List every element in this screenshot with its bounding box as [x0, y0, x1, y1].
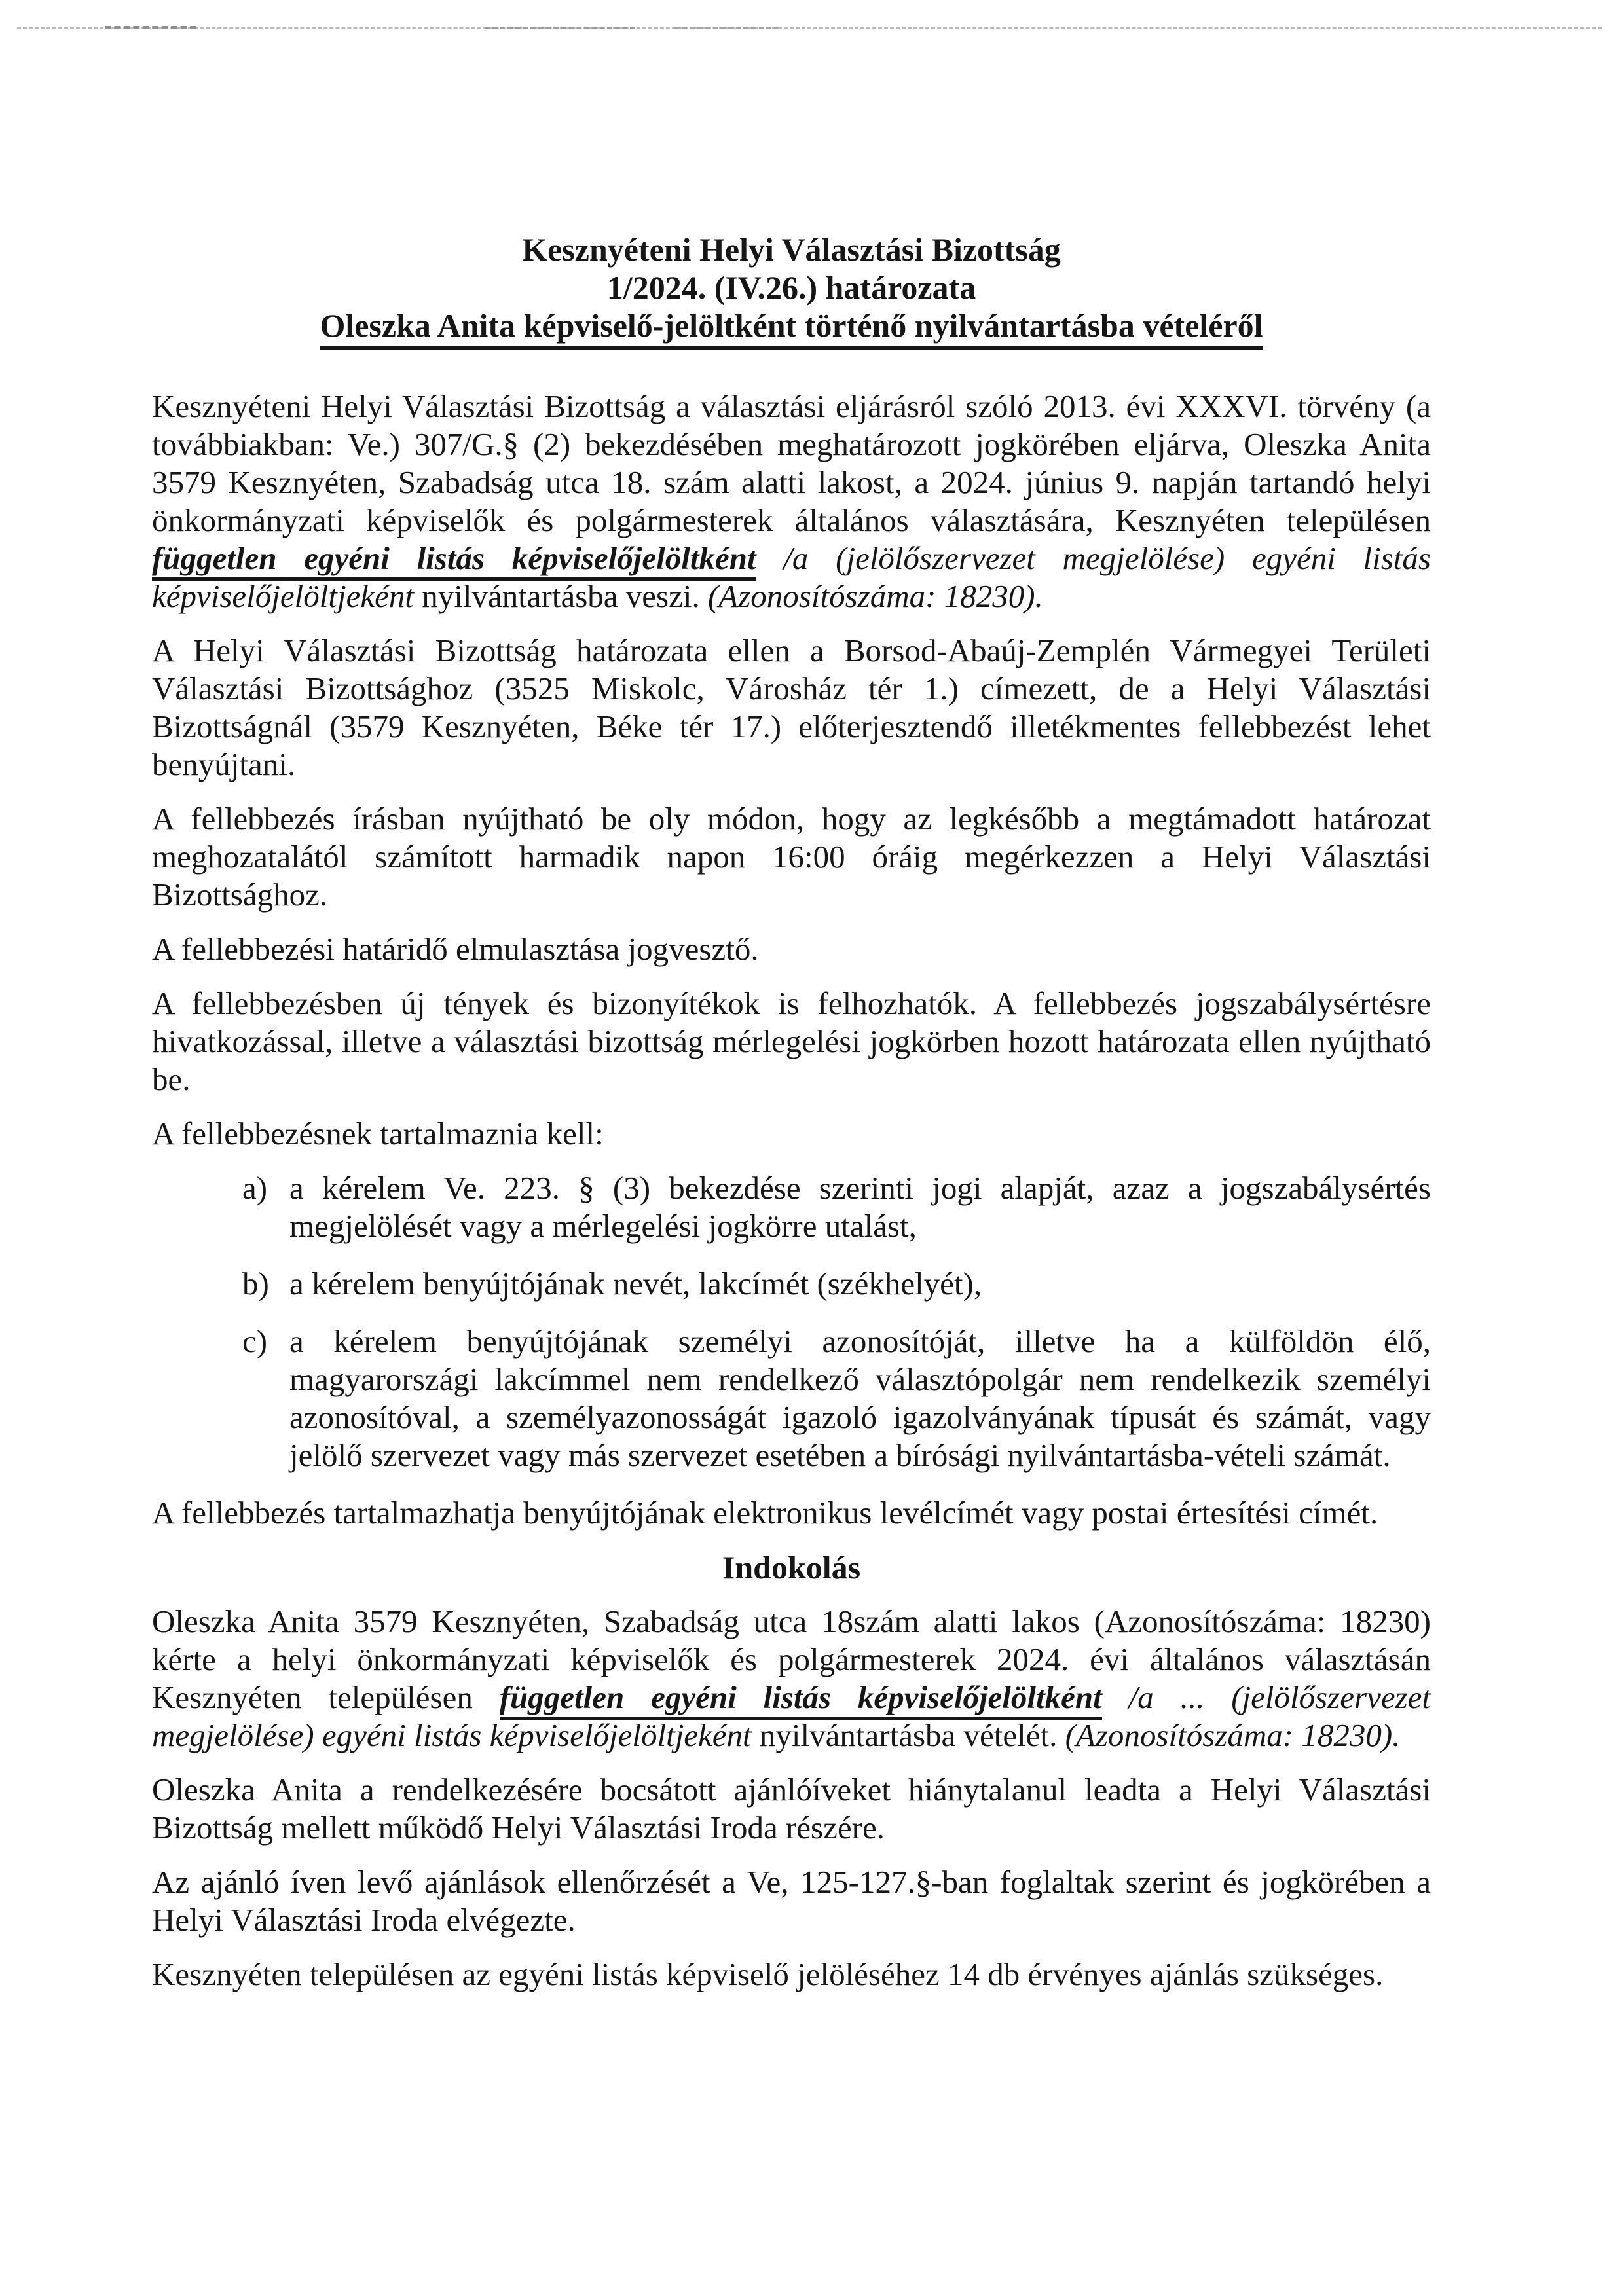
paragraph-appeal-grounds: A fellebbezésben új tények és bizonyítékok is felhozhatók. A fellebbezés jogszabálysértésre hivatkozással, illetve a választási bizottság mérlegelési jogkörben hozott határozata ellen nyújtható be. — [152, 985, 1431, 1097]
justification-text-lead: Oleszka Anita 3579 Kesznyéten, Szabadság utca 18szám alatti lakos (Azonosítószáma: 18230) kérte a helyi önkormányzati képviselők és polgármesterek 2024. évi általános választásán Kesznyéten településen — [152, 1603, 1431, 1715]
paragraph-verification: Az ajánló íven levő ajánlások ellenőrzését a Ve, 125-127.§-ban foglaltak szerint és jogkörében a Helyi Választási Iroda elvégezte. — [152, 1864, 1431, 1938]
document-title — [152, 230, 1431, 344]
paragraph-appeal-address: A Helyi Választási Bizottság határozata ellen a Borsod-Abaúj-Zemplén Vármegyei Területi Választási Bizottsághoz (3525 Miskolc, Városház tér 1.) címezett, de a Helyi Választási Bizottságnál (3579 Kesznyéten, Béke tér 17.) előterjesztendő illetékmentes fellebbezést lehet benyújtani. — [152, 632, 1431, 782]
list-text-a: a kérelem Ve. 223. § (3) bekezdése szerinti jogi alapját, azaz a jogszabálysértés megjelölését vagy a mérlegelési jogkörre utalást, — [289, 1170, 1431, 1244]
paragraph-appeal-contact-info: A fellebbezés tartalmazhatja benyújtójának elektronikus levélcímét vagy postai értesítési címét. — [152, 1495, 1378, 1531]
decision-candidate-type-emphasized: független egyéni listás képviselőjelöltként — [152, 540, 756, 581]
list-label-b: b) — [242, 1266, 269, 1302]
justification-id-number-italic: (Azonosítószáma: 18230). — [1065, 1717, 1401, 1753]
title-subject-underlined-text: Oleszka Anita képviselő-jelöltként történő nyilvántartásba vételéről — [320, 307, 1263, 350]
title-line-committee: Kesznyéteni Helyi Választási Bizottság — [522, 231, 1061, 268]
title-line-decision-number: 1/2024. (IV.26.) határozata — [606, 269, 976, 306]
decision-text-lead: Kesznyéteni Helyi Választási Bizottság a választási eljárásról szóló 2013. évi XXXVI. törvény (a továbbiakban: Ve.) 307/G.§ (2) bekezdésében meghatározott jogkörében eljárva, Oleszka Anita 3579 Kesznyéten, Szabadság utca 18. szám alatti lakost, a 2024. június 9. napján tartandó helyi önkormányzati képviselők és polgármesterek általános választására, Kesznyéten településen — [152, 388, 1431, 538]
justification-candidate-type-emphasized: független egyéni listás képviselőjelöltként — [500, 1679, 1102, 1720]
list-text-c: a kérelem benyújtójának személyi azonosítóját, illetve ha a külföldön élő, magyarországi lakcímmel nem rendelkező választópolgár nem rendelkezik személyi azonosítóval, a személyazonosságát igazoló igazolványának típusát és számát, vagy jelölő szervezet vagy más szervezet esetében a bírósági nyilvántartásba-vételi számát. — [289, 1323, 1431, 1473]
list-item-b — [152, 1265, 1431, 1303]
decision-id-number-italic: (Azonosítószáma: 18230). — [707, 578, 1043, 614]
paragraph-justification-request — [152, 1603, 1431, 1755]
paragraph-appeal-must-contain: A fellebbezésnek tartalmaznia kell: — [152, 1116, 604, 1152]
paragraph-decision — [152, 388, 1431, 615]
paragraph-sheets-submitted: Oleszka Anita a rendelkezésére bocsátott ajánlóíveket hiánytalanul leadta a Helyi Választási Bizottság mellett működő Helyi Választási Iroda részére. — [152, 1772, 1431, 1846]
scan-artifact-segment — [485, 27, 635, 29]
paragraph-deadline-forfeit: A fellebbezési határidő elmulasztása jogvesztő. — [152, 931, 759, 967]
scan-artifact-segment — [674, 27, 779, 29]
list-text-b: a kérelem benyújtójának nevét, lakcímét (székhelyét), — [289, 1266, 982, 1302]
decision-text-registers: nyilvántartásba veszi. — [422, 578, 708, 614]
paragraph-required-endorsements: Kesznyéten településen az egyéni listás képviselő jelöléséhez 14 db érvényes ajánlás szükséges. — [152, 1956, 1384, 1992]
scan-artifact-line — [17, 27, 1602, 29]
justification-text-registration: nyilvántartásba vételét. — [759, 1717, 1065, 1753]
scan-artifact-segment — [105, 26, 196, 29]
decision-org-placeholder-italic: /a (jelölőszervezet megjelölése) egyéni listás képviselőjelöltjeként — [152, 540, 1431, 614]
section-heading-indokolas: Indokolás — [722, 1549, 861, 1586]
list-label-a: a) — [242, 1170, 268, 1206]
paragraph-appeal-deadline: A fellebbezés írásban nyújtható be oly módon, hogy az legkésőbb a megtámadott határozat meghozatalától számított harmadik napon 16:00 óráig megérkezzen a Helyi Választási Bizottsághoz. — [152, 801, 1431, 913]
title-line-subject — [152, 306, 1431, 344]
list-label-c: c) — [242, 1323, 268, 1359]
justification-org-placeholder-italic: /a ... (jelölőszervezet megjelölése) egyéni listás képviselőjelöltjeként — [152, 1679, 1431, 1753]
list-item-c — [152, 1322, 1431, 1474]
list-item-a — [152, 1169, 1431, 1245]
document-content — [152, 230, 1431, 2010]
